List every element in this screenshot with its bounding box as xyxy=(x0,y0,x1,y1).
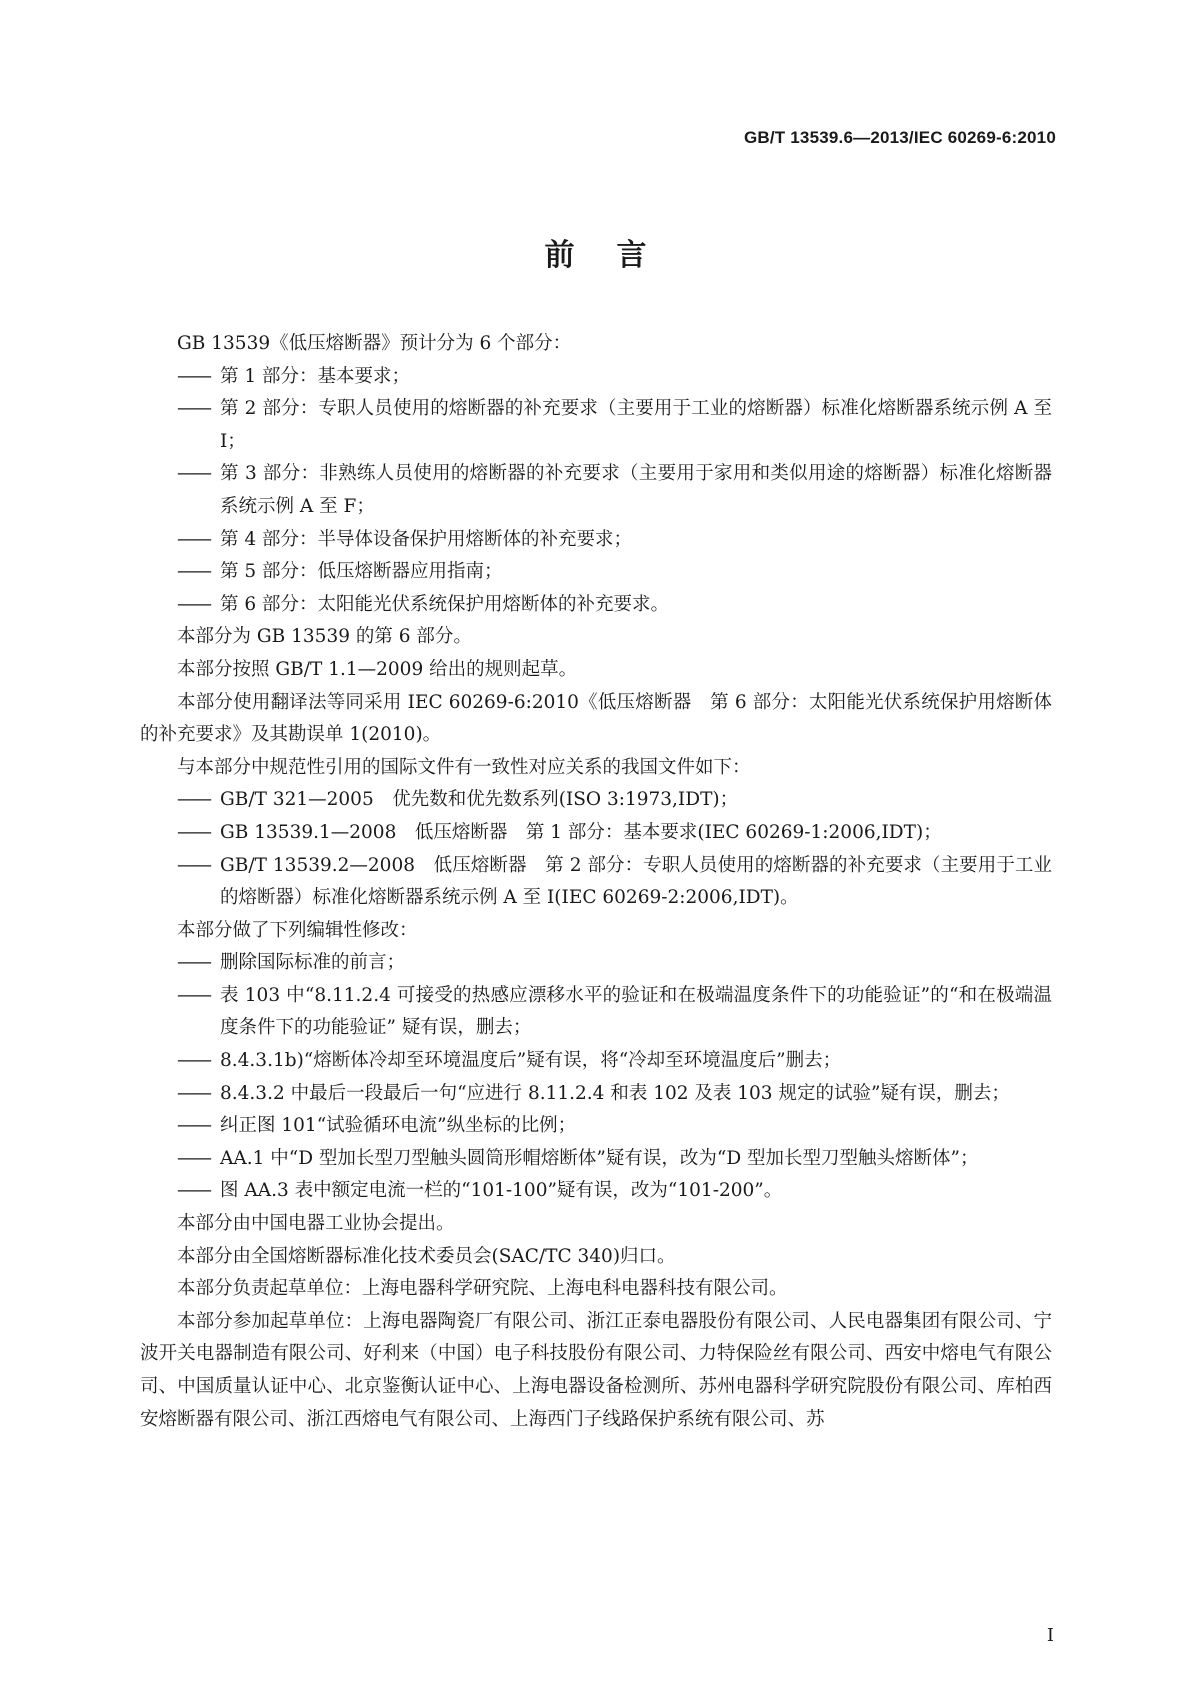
dash-marker: —— xyxy=(177,1180,210,1202)
edit-text: AA.1 中“D 型加长型刀型触头圆筒形帽熔断体”疑有误，改为“D 型加长型刀型触头熔断体”； xyxy=(220,1147,979,1169)
standard-code-header: GB/T 13539.6—2013/IEC 60269-6:2010 xyxy=(743,128,1056,147)
dash-marker: —— xyxy=(177,1050,210,1072)
paragraph: 本部分使用翻译法等同采用 IEC 60269-6:2010《低压熔断器 第 6 部分：太阳能光伏系统保护用熔断体的补充要求》及其勘误单 1(2010)。 xyxy=(140,691,1052,746)
edit-item xyxy=(140,1078,1052,1111)
reference-text: GB/T 321—2005 优先数和优先数系列(ISO 3:1973,IDT)； xyxy=(220,789,739,811)
list-item-text: 第 5 部分：低压熔断器应用指南； xyxy=(220,561,503,583)
paragraph: 本部分为 GB 13539 的第 6 部分。 xyxy=(177,626,472,648)
dash-marker: —— xyxy=(177,789,210,811)
list-item xyxy=(140,556,1052,589)
list-item xyxy=(140,589,1052,622)
paragraph: 本部分参加起草单位：上海电器陶瓷厂有限公司、浙江正泰电器股份有限公司、人民电器集团有限公司、宁波开关电器制造有限公司、好利来（中国）电子科技股份有限公司、力特保险丝有限公司、西安中熔电气有限公司、中国质量认证中心、北京鉴衡认证中心、上海电器设备检测所、苏州电器科学研究院股份有限公司、库柏西安熔断器有限公司、浙江西熔电气有限公司、上海西门子线路保护系统有限公司、苏 xyxy=(140,1310,1052,1430)
dash-marker: —— xyxy=(177,821,210,843)
list-item xyxy=(140,458,1052,523)
dash-marker: —— xyxy=(177,593,210,615)
edit-text: 8.4.3.1b)“熔断体冷却至环境温度后”疑有误，将“冷却至环境温度后”删去； xyxy=(220,1050,842,1072)
edit-item xyxy=(140,1045,1052,1078)
dash-marker: —— xyxy=(177,952,210,974)
paragraph: 本部分按照 GB/T 1.1—2009 给出的规则起草。 xyxy=(177,658,578,680)
paragraph: GB 13539《低压熔断器》预计分为 6 个部分： xyxy=(177,333,572,354)
dash-marker: —— xyxy=(177,854,210,876)
list-item-text: 第 1 部分：基本要求； xyxy=(220,365,411,387)
foreword-body xyxy=(140,328,1052,1436)
reference-item xyxy=(140,784,1052,817)
dash-marker: —— xyxy=(177,528,210,550)
list-item xyxy=(140,393,1052,458)
paragraph: 与本部分中规范性引用的国际文件有一致性对应关系的我国文件如下： xyxy=(177,756,751,778)
reference-item xyxy=(140,817,1052,850)
paragraph: 本部分由中国电器工业协会提出。 xyxy=(177,1213,455,1235)
dash-marker: —— xyxy=(177,1082,210,1104)
edit-text: 删除国际标准的前言； xyxy=(220,952,406,974)
edit-item xyxy=(140,1143,1052,1176)
list-item-text: 第 6 部分：太阳能光伏系统保护用熔断体的补充要求。 xyxy=(220,593,670,615)
paragraph: 本部分做了下列编辑性修改： xyxy=(177,919,418,941)
edit-item xyxy=(140,1175,1052,1208)
edit-item xyxy=(140,1110,1052,1143)
list-item xyxy=(140,524,1052,557)
edit-item xyxy=(140,947,1052,980)
reference-item xyxy=(140,850,1052,915)
reference-text: GB 13539.1—2008 低压熔断器 第 1 部分：基本要求(IEC 60269-1:2006,IDT)； xyxy=(220,821,942,843)
page-title: 前言 xyxy=(544,238,689,273)
dash-marker: —— xyxy=(177,984,210,1006)
edit-text: 图 AA.3 表中额定电流一栏的“101-100”疑有误，改为“101-200”。 xyxy=(220,1180,783,1202)
list-item-text: 第 2 部分：专职人员使用的熔断器的补充要求（主要用于工业的熔断器）标准化熔断器系统示例 A 至 I； xyxy=(220,398,1052,452)
edit-text: 纠正图 101“试验循环电流”纵坐标的比例； xyxy=(220,1115,577,1137)
dash-marker: —— xyxy=(177,365,210,387)
page-number: I xyxy=(1046,1625,1054,1646)
dash-marker: —— xyxy=(177,561,210,583)
paragraph: 本部分负责起草单位：上海电器科学研究院、上海电科电器科技有限公司。 xyxy=(177,1278,788,1300)
list-item-text: 第 3 部分：非熟练人员使用的熔断器的补充要求（主要用于家用和类似用途的熔断器）标准化熔断器系统示例 A 至 F； xyxy=(220,463,1052,517)
dash-marker: —— xyxy=(177,1115,210,1137)
paragraph: 本部分由全国熔断器标准化技术委员会(SAC/TC 340)归口。 xyxy=(177,1245,676,1267)
dash-marker: —— xyxy=(177,1147,210,1169)
edit-text: 8.4.3.2 中最后一段最后一句“应进行 8.11.2.4 和表 102 及表 103 规定的试验”疑有误，删去； xyxy=(220,1082,1010,1104)
edit-text: 表 103 中“8.11.2.4 可接受的热感应漂移水平的验证和在极端温度条件下的功能验证”的“和在极端温度条件下的功能验证” 疑有误，删去； xyxy=(220,984,1052,1039)
dash-marker: —— xyxy=(177,398,210,420)
list-item xyxy=(140,361,1052,394)
dash-marker: —— xyxy=(177,463,210,485)
edit-item xyxy=(140,980,1052,1045)
reference-text: GB/T 13539.2—2008 低压熔断器 第 2 部分：专职人员使用的熔断器的补充要求（主要用于工业的熔断器）标准化熔断器系统示例 A 至 I(IEC 60269-2:2006,IDT)。 xyxy=(220,854,1052,909)
list-item-text: 第 4 部分：半导体设备保护用熔断体的补充要求； xyxy=(220,528,633,550)
